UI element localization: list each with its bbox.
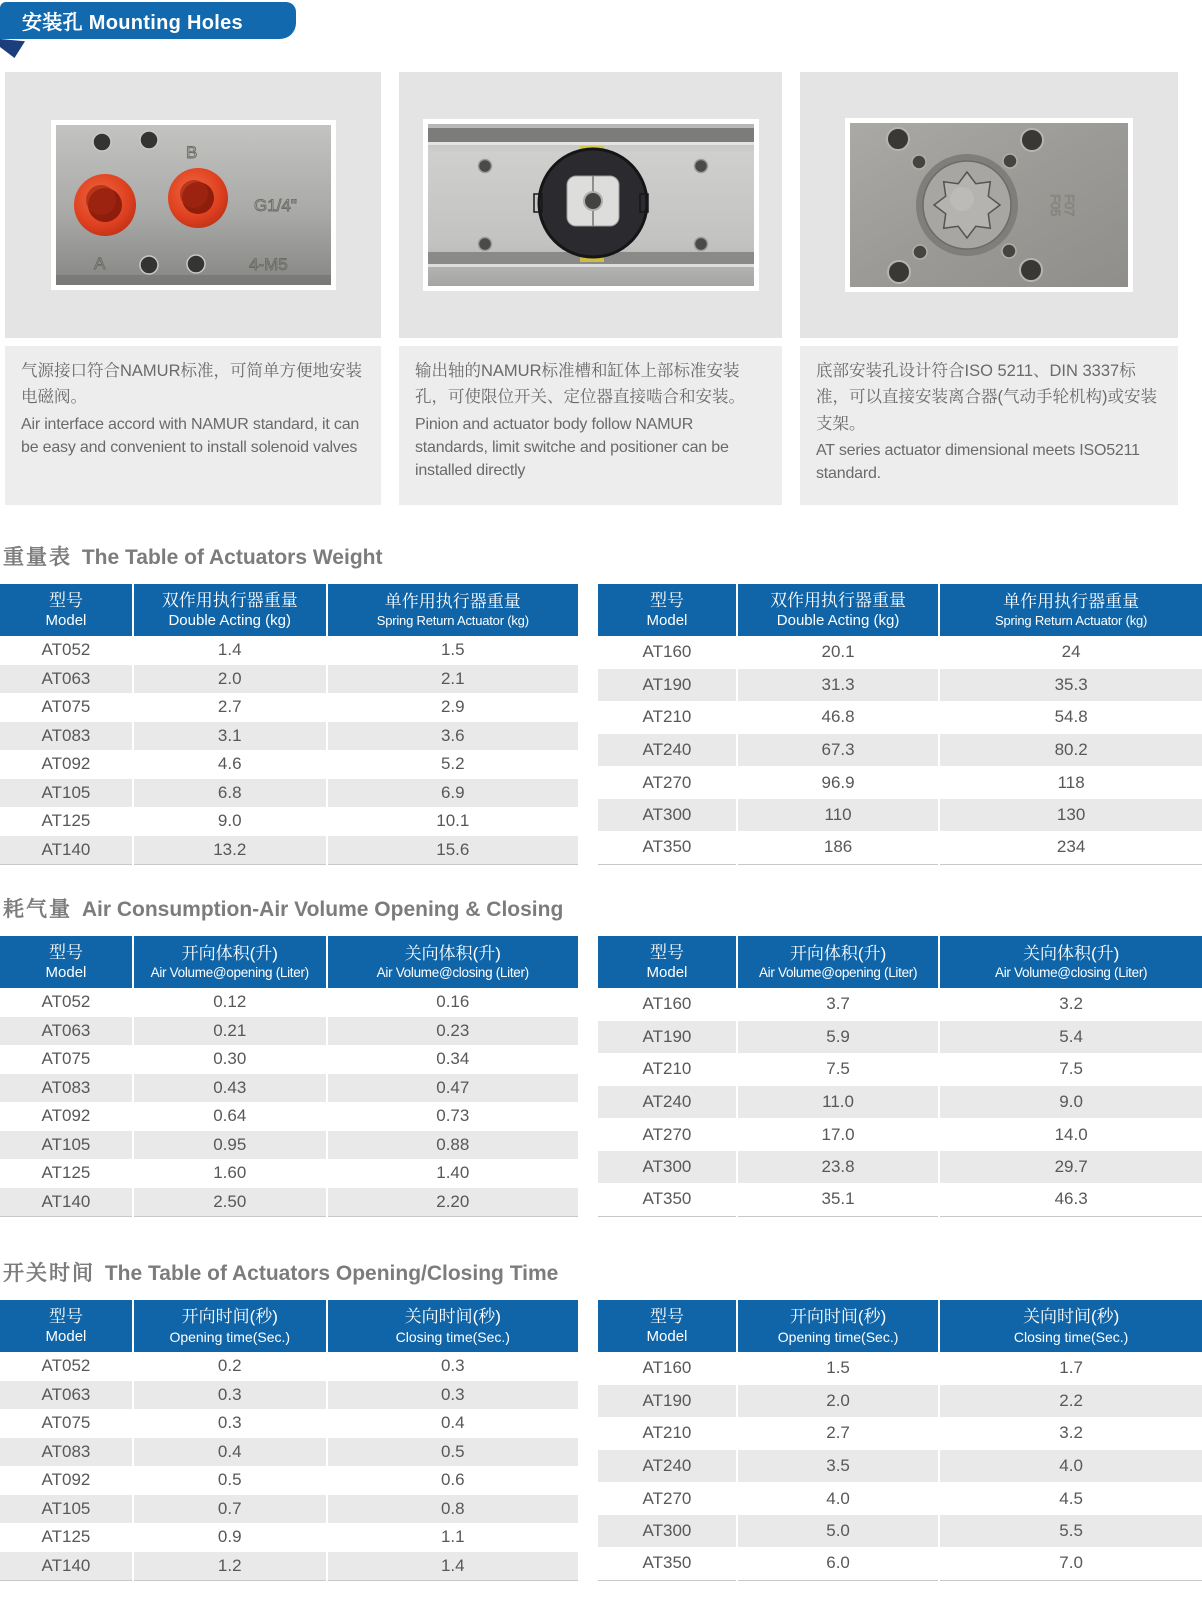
value-cell: 31.3 bbox=[737, 669, 939, 702]
model-cell: AT063 bbox=[41, 668, 91, 688]
table-row bbox=[598, 1118, 1202, 1151]
model-cell: AT240 bbox=[642, 739, 692, 759]
air-port-a-icon bbox=[74, 174, 136, 236]
model-cell: AT300 bbox=[642, 1157, 692, 1177]
model-cell: AT125 bbox=[41, 1163, 91, 1183]
value-cell: 0.21 bbox=[133, 1017, 327, 1046]
model-cell: AT240 bbox=[642, 1455, 692, 1475]
column-header: 单作用执行器重量 Spring Return Actuator (kg) bbox=[327, 584, 578, 636]
table-row bbox=[598, 734, 1202, 767]
value-cell: 0.8 bbox=[327, 1495, 578, 1524]
banner-fold-triangle bbox=[0, 39, 25, 58]
model-cell: AT083 bbox=[41, 1441, 91, 1461]
value-cell: 9.0 bbox=[133, 807, 327, 836]
model-cell: AT125 bbox=[41, 811, 91, 831]
value-cell: 23.8 bbox=[737, 1151, 939, 1184]
table-row bbox=[0, 693, 578, 722]
section-title bbox=[0, 1257, 1202, 1287]
column-header: 开向时间(秒) Opening time(Sec.) bbox=[133, 1300, 327, 1352]
model-cell: AT092 bbox=[41, 1470, 91, 1490]
value-cell: 110 bbox=[737, 799, 939, 832]
time-table-large-models bbox=[598, 1300, 1202, 1581]
air-ports-photo bbox=[51, 120, 336, 290]
value-cell: 0.9 bbox=[133, 1523, 327, 1552]
value-cell: 96.9 bbox=[737, 766, 939, 799]
value-cell: 4.5 bbox=[939, 1482, 1202, 1515]
table-row bbox=[0, 836, 578, 865]
table-row bbox=[0, 1131, 578, 1160]
section-banner bbox=[0, 2, 296, 39]
table-row bbox=[598, 766, 1202, 799]
table-row bbox=[598, 1183, 1202, 1216]
value-cell: 1.60 bbox=[133, 1159, 327, 1188]
column-header: 型号 Model bbox=[0, 584, 133, 636]
value-cell: 7.0 bbox=[939, 1547, 1202, 1580]
value-cell: 0.73 bbox=[327, 1102, 578, 1131]
table-row bbox=[0, 1352, 578, 1381]
value-cell: 3.6 bbox=[327, 722, 578, 751]
section-title-cn: 耗气量 bbox=[3, 898, 72, 921]
value-cell: 0.64 bbox=[133, 1102, 327, 1131]
model-cell: AT125 bbox=[41, 1527, 91, 1547]
model-cell: AT140 bbox=[0, 1188, 133, 1217]
value-cell: 1.5 bbox=[327, 636, 578, 665]
section-actuators-weight bbox=[0, 541, 1202, 865]
weight-table-small-models bbox=[0, 584, 578, 865]
table-row bbox=[598, 1450, 1202, 1483]
value-cell: 4.0 bbox=[939, 1450, 1202, 1483]
column-header: 型号 Model bbox=[0, 1300, 133, 1352]
table-row bbox=[0, 1466, 578, 1495]
value-cell: 3.2 bbox=[939, 1417, 1202, 1450]
model-cell: AT270 bbox=[642, 1488, 692, 1508]
value-cell: 2.20 bbox=[327, 1188, 578, 1217]
model-cell: AT075 bbox=[41, 697, 91, 717]
column-header: 型号 Model bbox=[598, 584, 737, 636]
table-row bbox=[0, 1381, 578, 1410]
table-row bbox=[0, 636, 578, 665]
section-opening-closing-time bbox=[0, 1257, 1202, 1581]
value-cell: 3.1 bbox=[133, 722, 327, 751]
value-cell: 80.2 bbox=[939, 734, 1202, 767]
feature-text-cn: 气源接口符合NAMUR标准，可简单方便地安装电磁阀。 bbox=[21, 362, 362, 407]
feature-text-cn: 输出轴的NAMUR标准槽和缸体上部标准安装孔，可使限位开关、定位器直接啮合和安装。 bbox=[415, 362, 745, 407]
engraving-bolt-spec: 4-M5 bbox=[248, 255, 288, 274]
section-air-consumption bbox=[0, 893, 1202, 1217]
value-cell: 1.2 bbox=[133, 1552, 327, 1581]
value-cell: 0.4 bbox=[327, 1409, 578, 1438]
feature-text-cn: 底部安装孔设计符合ISO 5211、DIN 3337标准，可以直接安装离合器(气动手轮机构)或安装支架。 bbox=[816, 362, 1157, 433]
air-volume-table-large-models bbox=[598, 936, 1202, 1217]
value-cell: 1.4 bbox=[327, 1552, 578, 1581]
model-cell: AT052 bbox=[41, 1356, 91, 1376]
column-header: 双作用执行器重量 Double Acting (kg) bbox=[737, 584, 939, 636]
model-cell: AT270 bbox=[642, 1124, 692, 1144]
column-header: 型号 Model bbox=[598, 936, 737, 988]
table-row bbox=[598, 1417, 1202, 1450]
value-cell: 2.0 bbox=[737, 1385, 939, 1418]
feature-text-en: AT series actuator dimensional meets ISO5211 standard. bbox=[816, 442, 1140, 483]
model-cell: AT083 bbox=[41, 725, 91, 745]
column-header: 关向时间(秒) Closing time(Sec.) bbox=[327, 1300, 578, 1352]
value-cell: 0.7 bbox=[133, 1495, 327, 1524]
value-cell: 17.0 bbox=[737, 1118, 939, 1151]
value-cell: 0.95 bbox=[133, 1131, 327, 1160]
engraving-port-a: A bbox=[93, 254, 105, 273]
value-cell: 0.3 bbox=[133, 1409, 327, 1438]
engraving-port-b: B bbox=[185, 143, 197, 162]
table-row bbox=[598, 636, 1202, 669]
section-title-en: Air Consumption-Air Volume Opening & Closing bbox=[81, 898, 564, 921]
column-header: 型号 Model bbox=[598, 1300, 737, 1352]
model-cell: AT160 bbox=[642, 642, 692, 662]
section-title bbox=[0, 893, 1202, 923]
air-port-b-icon bbox=[168, 168, 228, 228]
value-cell: 7.5 bbox=[939, 1053, 1202, 1086]
model-cell: AT240 bbox=[642, 1091, 692, 1111]
table-row bbox=[598, 701, 1202, 734]
model-cell: AT092 bbox=[41, 1106, 91, 1126]
value-cell: 2.2 bbox=[939, 1385, 1202, 1418]
iso5211-star-drive-icon bbox=[916, 154, 1018, 256]
table-row bbox=[0, 1102, 578, 1131]
value-cell: 54.8 bbox=[939, 701, 1202, 734]
table-row bbox=[598, 1086, 1202, 1119]
value-cell: 1.40 bbox=[327, 1159, 578, 1188]
photo-panel-pinion bbox=[399, 72, 782, 338]
model-cell: AT210 bbox=[642, 707, 692, 727]
table-row bbox=[598, 1352, 1202, 1385]
value-cell: 0.3 bbox=[327, 1381, 578, 1410]
value-cell: 1.5 bbox=[737, 1352, 939, 1385]
value-cell: 35.1 bbox=[737, 1183, 939, 1216]
table-row bbox=[0, 1552, 578, 1581]
table-row bbox=[598, 1151, 1202, 1184]
value-cell: 130 bbox=[939, 799, 1202, 832]
column-header: 单作用执行器重量 Spring Return Actuator (kg) bbox=[939, 584, 1202, 636]
model-cell: AT063 bbox=[41, 1384, 91, 1404]
value-cell: 7.5 bbox=[737, 1053, 939, 1086]
column-header: 开向时间(秒) Opening time(Sec.) bbox=[737, 1300, 939, 1352]
table-row bbox=[0, 1523, 578, 1552]
bottom-flange-photo bbox=[845, 118, 1133, 292]
section-title-cn: 重量表 bbox=[3, 546, 72, 569]
value-cell: 3.2 bbox=[939, 988, 1202, 1021]
value-cell: 0.3 bbox=[327, 1352, 578, 1381]
value-cell: 0.88 bbox=[327, 1131, 578, 1160]
model-cell: AT052 bbox=[41, 640, 91, 660]
table-row bbox=[598, 831, 1202, 864]
model-cell: AT160 bbox=[642, 1358, 692, 1378]
air-volume-table-small-models bbox=[0, 936, 578, 1217]
table-row bbox=[598, 1385, 1202, 1418]
model-cell: AT105 bbox=[41, 782, 91, 802]
column-header: 关向体积(升) Air Volume@closing (Liter) bbox=[327, 936, 578, 988]
value-cell: 29.7 bbox=[939, 1151, 1202, 1184]
column-header: 开向体积(升) Air Volume@opening (Liter) bbox=[737, 936, 939, 988]
model-cell: AT105 bbox=[41, 1498, 91, 1518]
table-row bbox=[598, 669, 1202, 702]
section-title-en: The Table of Actuators Opening/Closing Time bbox=[104, 1262, 559, 1285]
value-cell: 5.9 bbox=[737, 1021, 939, 1054]
table-row bbox=[598, 1482, 1202, 1515]
value-cell: 35.3 bbox=[939, 669, 1202, 702]
table-row bbox=[0, 1188, 578, 1217]
table-row bbox=[598, 799, 1202, 832]
column-header: 关向时间(秒) Closing time(Sec.) bbox=[939, 1300, 1202, 1352]
value-cell: 3.7 bbox=[737, 988, 939, 1021]
value-cell: 2.0 bbox=[133, 665, 327, 694]
value-cell: 0.3 bbox=[133, 1381, 327, 1410]
photo-panel-air-ports bbox=[5, 72, 381, 338]
value-cell: 0.5 bbox=[133, 1466, 327, 1495]
model-cell: AT063 bbox=[41, 1020, 91, 1040]
value-cell: 14.0 bbox=[939, 1118, 1202, 1151]
value-cell: 0.6 bbox=[327, 1466, 578, 1495]
value-cell: 67.3 bbox=[737, 734, 939, 767]
model-cell: AT083 bbox=[41, 1077, 91, 1097]
value-cell: 46.8 bbox=[737, 701, 939, 734]
feature-description-pinion bbox=[399, 346, 782, 505]
engraving-flange-f07: F07 bbox=[1062, 194, 1077, 217]
value-cell: 5.5 bbox=[939, 1515, 1202, 1548]
table-row bbox=[0, 988, 578, 1017]
model-cell: AT160 bbox=[642, 994, 692, 1014]
model-cell: AT210 bbox=[642, 1423, 692, 1443]
model-cell: AT190 bbox=[642, 1026, 692, 1046]
model-cell: AT270 bbox=[642, 772, 692, 792]
table-row bbox=[0, 665, 578, 694]
value-cell: 0.12 bbox=[133, 988, 327, 1017]
value-cell: 0.4 bbox=[133, 1438, 327, 1467]
value-cell: 15.6 bbox=[327, 836, 578, 865]
value-cell: 2.50 bbox=[133, 1188, 327, 1217]
engraving-flange-f05: F05 bbox=[1048, 194, 1063, 217]
table-row bbox=[0, 1045, 578, 1074]
value-cell: 0.16 bbox=[327, 988, 578, 1017]
value-cell: 0.30 bbox=[133, 1045, 327, 1074]
value-cell: 2.1 bbox=[327, 665, 578, 694]
table-row bbox=[598, 1515, 1202, 1548]
value-cell: 1.4 bbox=[133, 636, 327, 665]
table-row bbox=[0, 1074, 578, 1103]
column-header: 双作用执行器重量 Double Acting (kg) bbox=[133, 584, 327, 636]
column-header: 开向体积(升) Air Volume@opening (Liter) bbox=[133, 936, 327, 988]
model-cell: AT140 bbox=[0, 836, 133, 865]
model-cell: AT300 bbox=[642, 805, 692, 825]
value-cell: 6.9 bbox=[327, 779, 578, 808]
value-cell: 2.9 bbox=[327, 693, 578, 722]
namur-pinion-photo bbox=[423, 119, 759, 291]
value-cell: 10.1 bbox=[327, 807, 578, 836]
column-header: 型号 Model bbox=[0, 936, 133, 988]
section-title bbox=[0, 541, 1202, 571]
section-title-en: The Table of Actuators Weight bbox=[81, 546, 383, 569]
value-cell: 20.1 bbox=[737, 636, 939, 669]
value-cell: 3.5 bbox=[737, 1450, 939, 1483]
time-table-small-models bbox=[0, 1300, 578, 1581]
value-cell: 5.4 bbox=[939, 1021, 1202, 1054]
value-cell: 9.0 bbox=[939, 1086, 1202, 1119]
table-row bbox=[0, 750, 578, 779]
model-cell: AT140 bbox=[0, 1552, 133, 1581]
section-title-cn: 开关时间 bbox=[3, 1262, 95, 1285]
model-cell: AT210 bbox=[642, 1059, 692, 1079]
value-cell: 234 bbox=[939, 831, 1202, 864]
model-cell: AT190 bbox=[642, 674, 692, 694]
model-cell: AT105 bbox=[41, 1134, 91, 1154]
table-row bbox=[0, 779, 578, 808]
table-row bbox=[598, 1547, 1202, 1580]
table-row bbox=[0, 1438, 578, 1467]
value-cell: 1.7 bbox=[939, 1352, 1202, 1385]
feature-grid bbox=[5, 72, 1178, 505]
table-row bbox=[598, 1053, 1202, 1086]
value-cell: 6.8 bbox=[133, 779, 327, 808]
feature-text-en: Air interface accord with NAMUR standard, it can be easy and convenient to install solenoid valves bbox=[21, 415, 360, 456]
table-row bbox=[0, 1017, 578, 1046]
value-cell: 46.3 bbox=[939, 1183, 1202, 1216]
value-cell: 0.47 bbox=[327, 1074, 578, 1103]
weight-table-large-models bbox=[598, 584, 1202, 865]
value-cell: 186 bbox=[737, 831, 939, 864]
value-cell: 2.7 bbox=[737, 1417, 939, 1450]
table-row bbox=[0, 1159, 578, 1188]
value-cell: 0.23 bbox=[327, 1017, 578, 1046]
value-cell: 5.2 bbox=[327, 750, 578, 779]
feature-description-air-ports bbox=[5, 346, 381, 505]
value-cell: 6.0 bbox=[737, 1547, 939, 1580]
model-cell: AT350 bbox=[598, 831, 737, 864]
model-cell: AT075 bbox=[41, 1049, 91, 1069]
banner-title: 安装孔 Mounting Holes bbox=[22, 12, 243, 34]
table-row bbox=[598, 1021, 1202, 1054]
value-cell: 0.43 bbox=[133, 1074, 327, 1103]
value-cell: 4.6 bbox=[133, 750, 327, 779]
value-cell: 24 bbox=[939, 636, 1202, 669]
value-cell: 0.5 bbox=[327, 1438, 578, 1467]
model-cell: AT190 bbox=[642, 1390, 692, 1410]
photo-panel-bottom-flange bbox=[800, 72, 1178, 338]
value-cell: 11.0 bbox=[737, 1086, 939, 1119]
value-cell: 13.2 bbox=[133, 836, 327, 865]
table-row bbox=[0, 1495, 578, 1524]
model-cell: AT052 bbox=[41, 992, 91, 1012]
model-cell: AT075 bbox=[41, 1413, 91, 1433]
model-cell: AT350 bbox=[598, 1547, 737, 1580]
table-row bbox=[598, 988, 1202, 1021]
table-row bbox=[0, 1409, 578, 1438]
table-row bbox=[0, 807, 578, 836]
feature-description-bottom-flange bbox=[800, 346, 1178, 505]
column-header: 关向体积(升) Air Volume@closing (Liter) bbox=[939, 936, 1202, 988]
model-cell: AT350 bbox=[598, 1183, 737, 1216]
value-cell: 0.34 bbox=[327, 1045, 578, 1074]
value-cell: 1.1 bbox=[327, 1523, 578, 1552]
model-cell: AT300 bbox=[642, 1521, 692, 1541]
feature-text-en: Pinion and actuator body follow NAMUR standards, limit switche and positioner can be installed directly bbox=[415, 415, 729, 480]
value-cell: 0.2 bbox=[133, 1352, 327, 1381]
model-cell: AT092 bbox=[41, 754, 91, 774]
table-row bbox=[0, 722, 578, 751]
engraving-thread-size: G1/4" bbox=[253, 196, 297, 215]
value-cell: 118 bbox=[939, 766, 1202, 799]
value-cell: 4.0 bbox=[737, 1482, 939, 1515]
value-cell: 2.7 bbox=[133, 693, 327, 722]
value-cell: 5.0 bbox=[737, 1515, 939, 1548]
